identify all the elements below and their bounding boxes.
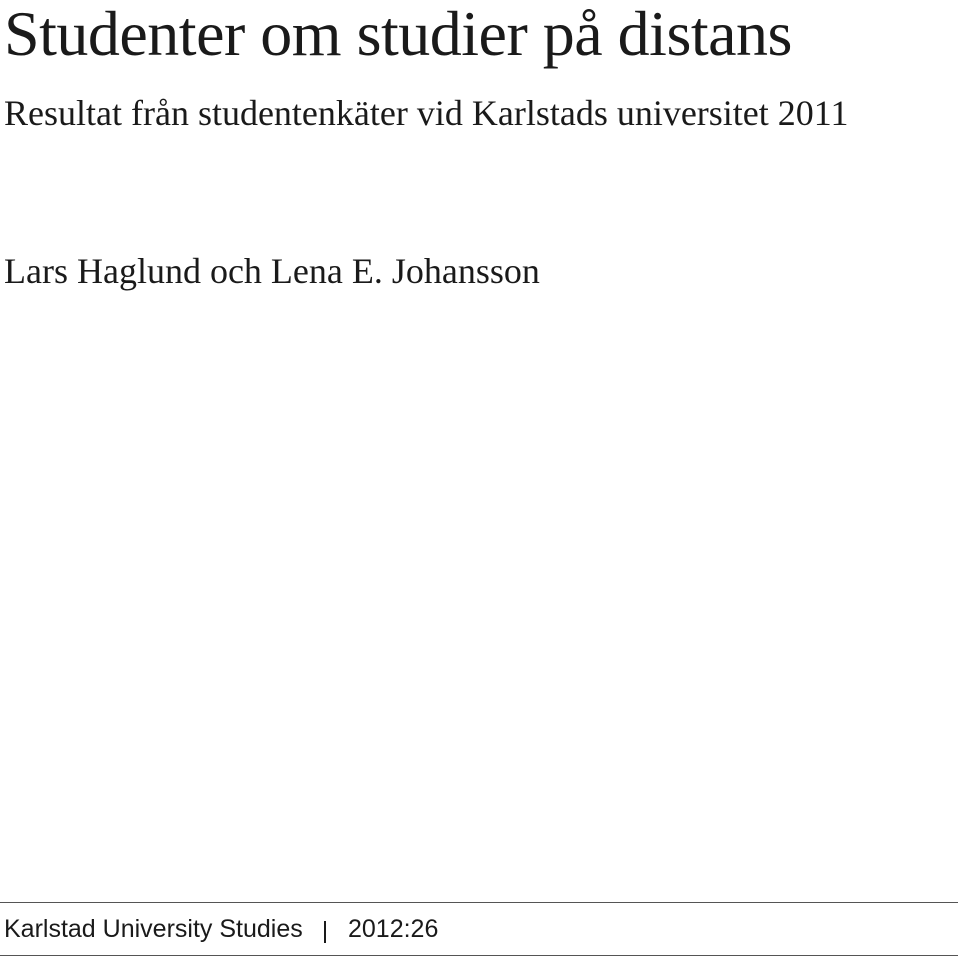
series-separator — [324, 921, 326, 943]
series-number: 2012:26 — [348, 915, 439, 943]
document-subtitle: Resultat från studentenkäter vid Karlstads universitet 2011 — [4, 93, 849, 133]
document-title: Studenter om studier på distans — [4, 0, 792, 69]
series-name: Karlstad University Studies — [4, 915, 303, 943]
document-authors: Lars Haglund och Lena E. Johansson — [4, 251, 540, 291]
footer-bottom-rule — [0, 955, 958, 956]
footer-top-rule — [0, 902, 958, 903]
